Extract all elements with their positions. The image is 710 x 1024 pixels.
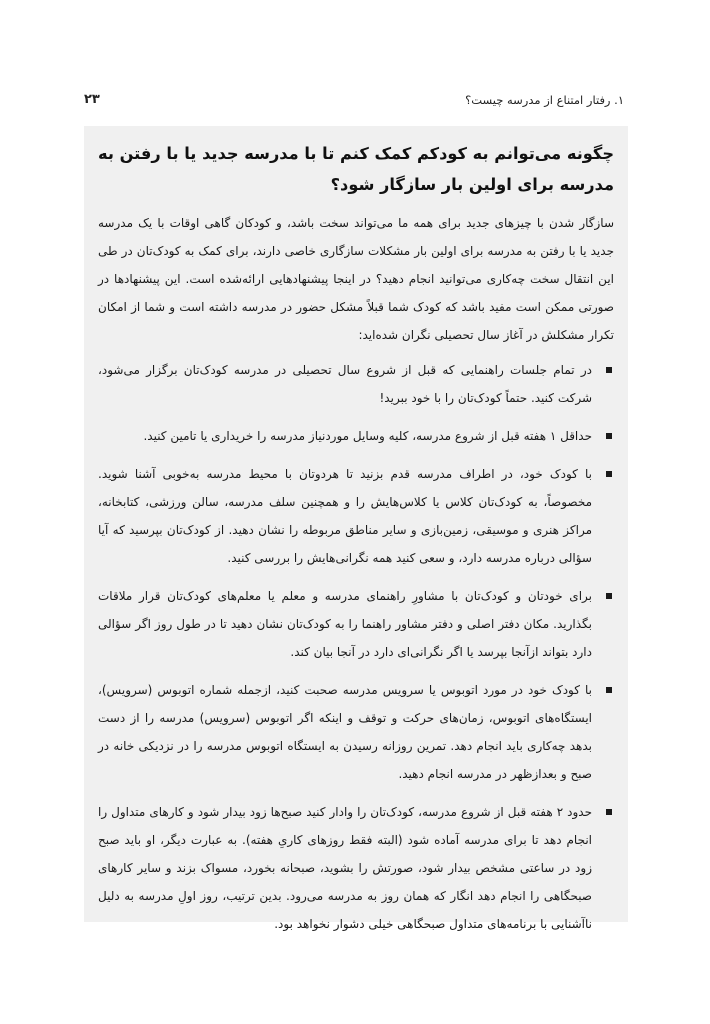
page-header	[84, 92, 624, 114]
list-item	[98, 676, 614, 788]
bullet-square-icon	[606, 687, 612, 693]
bullet-text: حدود ۲ هفته قبل از شروع مدرسه، کودک‌تان را وادار کنید صبح‌ها زود بیدار شود و کارهای متداول را انجام دهد تا برای مدرسه آماده شود (البته فقط روزهای کاریِ هفته). به عبارت دیگر، او باید صبح زود در ساعتی مشخص بیدار شود، صورتش را بشوید، صبحانه بخورد، مسواک بزند و سایر کارهای صبحگاهی را انجام دهد انگار که همان روز به مدرسه می‌رود. بدین ترتیب، روز اولِ مدرسه به دلیل ناآشنایی با برنامه‌های متداول صبحگاهی خیلی دشوار نخواهد بود.	[98, 805, 593, 931]
intro-paragraph: سازگار شدن با چیزهای جدید برای همه ما می‌تواند سخت باشد، و کودکان گاهی اوقات با یک مدرسه جدید یا با رفتن به مدرسه برای اولین بار مشکلات سازگاری خاصی دارند، برای کمک به کودک‌تان در طی این انتقال سخت چه‌کاری می‌توانید انجام دهید؟ در اینجا پیشنهادهایی ارائه‌شده است. این پیشنهادها در صورتی ممکن است مفید باشد که کودک شما قبلاً مشکل حضور در مدرسه داشته است و شما از امکان تکرار مشکلش در آغاز سال تحصیلی نگران شده‌اید:	[98, 216, 614, 342]
section-title: چگونه می‌توانم به کودکم کمک کنم تا با مدرسه جدید یا با رفتن به مدرسه برای اولین بار سازگار شود؟	[98, 144, 614, 194]
bullet-text: با کودک خود در مورد اتوبوس یا سرویس مدرسه صحبت کنید، ازجمله شماره اتوبوس (سرویس)، ایستگاه‌های اتوبوس، زمان‌های حرکت و توقف و اینکه اگر اتوبوس (سرویس) مدرسه را از دست بدهد چه‌کاری باید انجام دهد. تمرین روزانه رسیدن به ایستگاه اتوبوس مدرسه را در نزدیکی خانه در صبح و بعدازظهر در مدرسه انجام دهید.	[98, 683, 592, 781]
list-item	[98, 460, 614, 572]
content-box	[84, 126, 628, 931]
bullet-square-icon	[606, 809, 612, 815]
bullet-square-icon	[606, 471, 612, 477]
list-item	[98, 582, 614, 666]
bullet-text: در تمام جلسات راهنمایی که قبل از شروع سال تحصیلی در مدرسه کودک‌تان برگزار می‌شود، شرکت کنید. حتماً کودک‌تان را با خود ببرید!	[98, 363, 592, 405]
bullet-square-icon	[606, 367, 612, 373]
bullet-square-icon	[606, 433, 612, 439]
bullet-list	[98, 356, 614, 938]
page-number: ۲۳	[84, 92, 100, 107]
list-item	[98, 422, 614, 450]
list-item	[98, 798, 614, 938]
bullet-square-icon	[606, 593, 612, 599]
bullet-text: برای خودتان و کودک‌تان با مشاورِ راهنمای مدرسه و معلم یا معلم‌های کودک‌تان قرار ملاقات بگذارید. مکان دفتر اصلی و دفتر مشاور راهنما را به کودک‌تان نشان دهید تا در طول روز اگر سؤالی دارد بتواند ازآنجا بپرسد یا اگر نگرانی‌ای دارد در آنجا بیان کند.	[98, 589, 592, 659]
chapter-title: ۱. رفتار امتناع از مدرسه چیست؟	[465, 93, 624, 107]
bullet-text: با کودک خود، در اطراف مدرسه قدم بزنید تا هردوتان با محیط مدرسه به‌خوبی آشنا شوید. مخصوصاً، به کودک‌تان کلاس یا کلاس‌هایش را و همچنین سلف مدرسه، سالن ورزشی، کتابخانه، مراکز هنری و موسیقی، زمین‌بازی و سایر مناطق مربوطه را نشان دهید. از کودک‌تان بپرسید که آیا سؤالی درباره مدرسه دارد، و سعی کنید همه نگرانی‌هایش را بررسی کنید.	[98, 467, 592, 565]
list-item	[98, 356, 614, 412]
bullet-text: حداقل ۱ هفته قبل از شروع مدرسه، کلیه وسایل موردنیاز مدرسه را خریداری یا تامین کنید.	[143, 429, 592, 443]
